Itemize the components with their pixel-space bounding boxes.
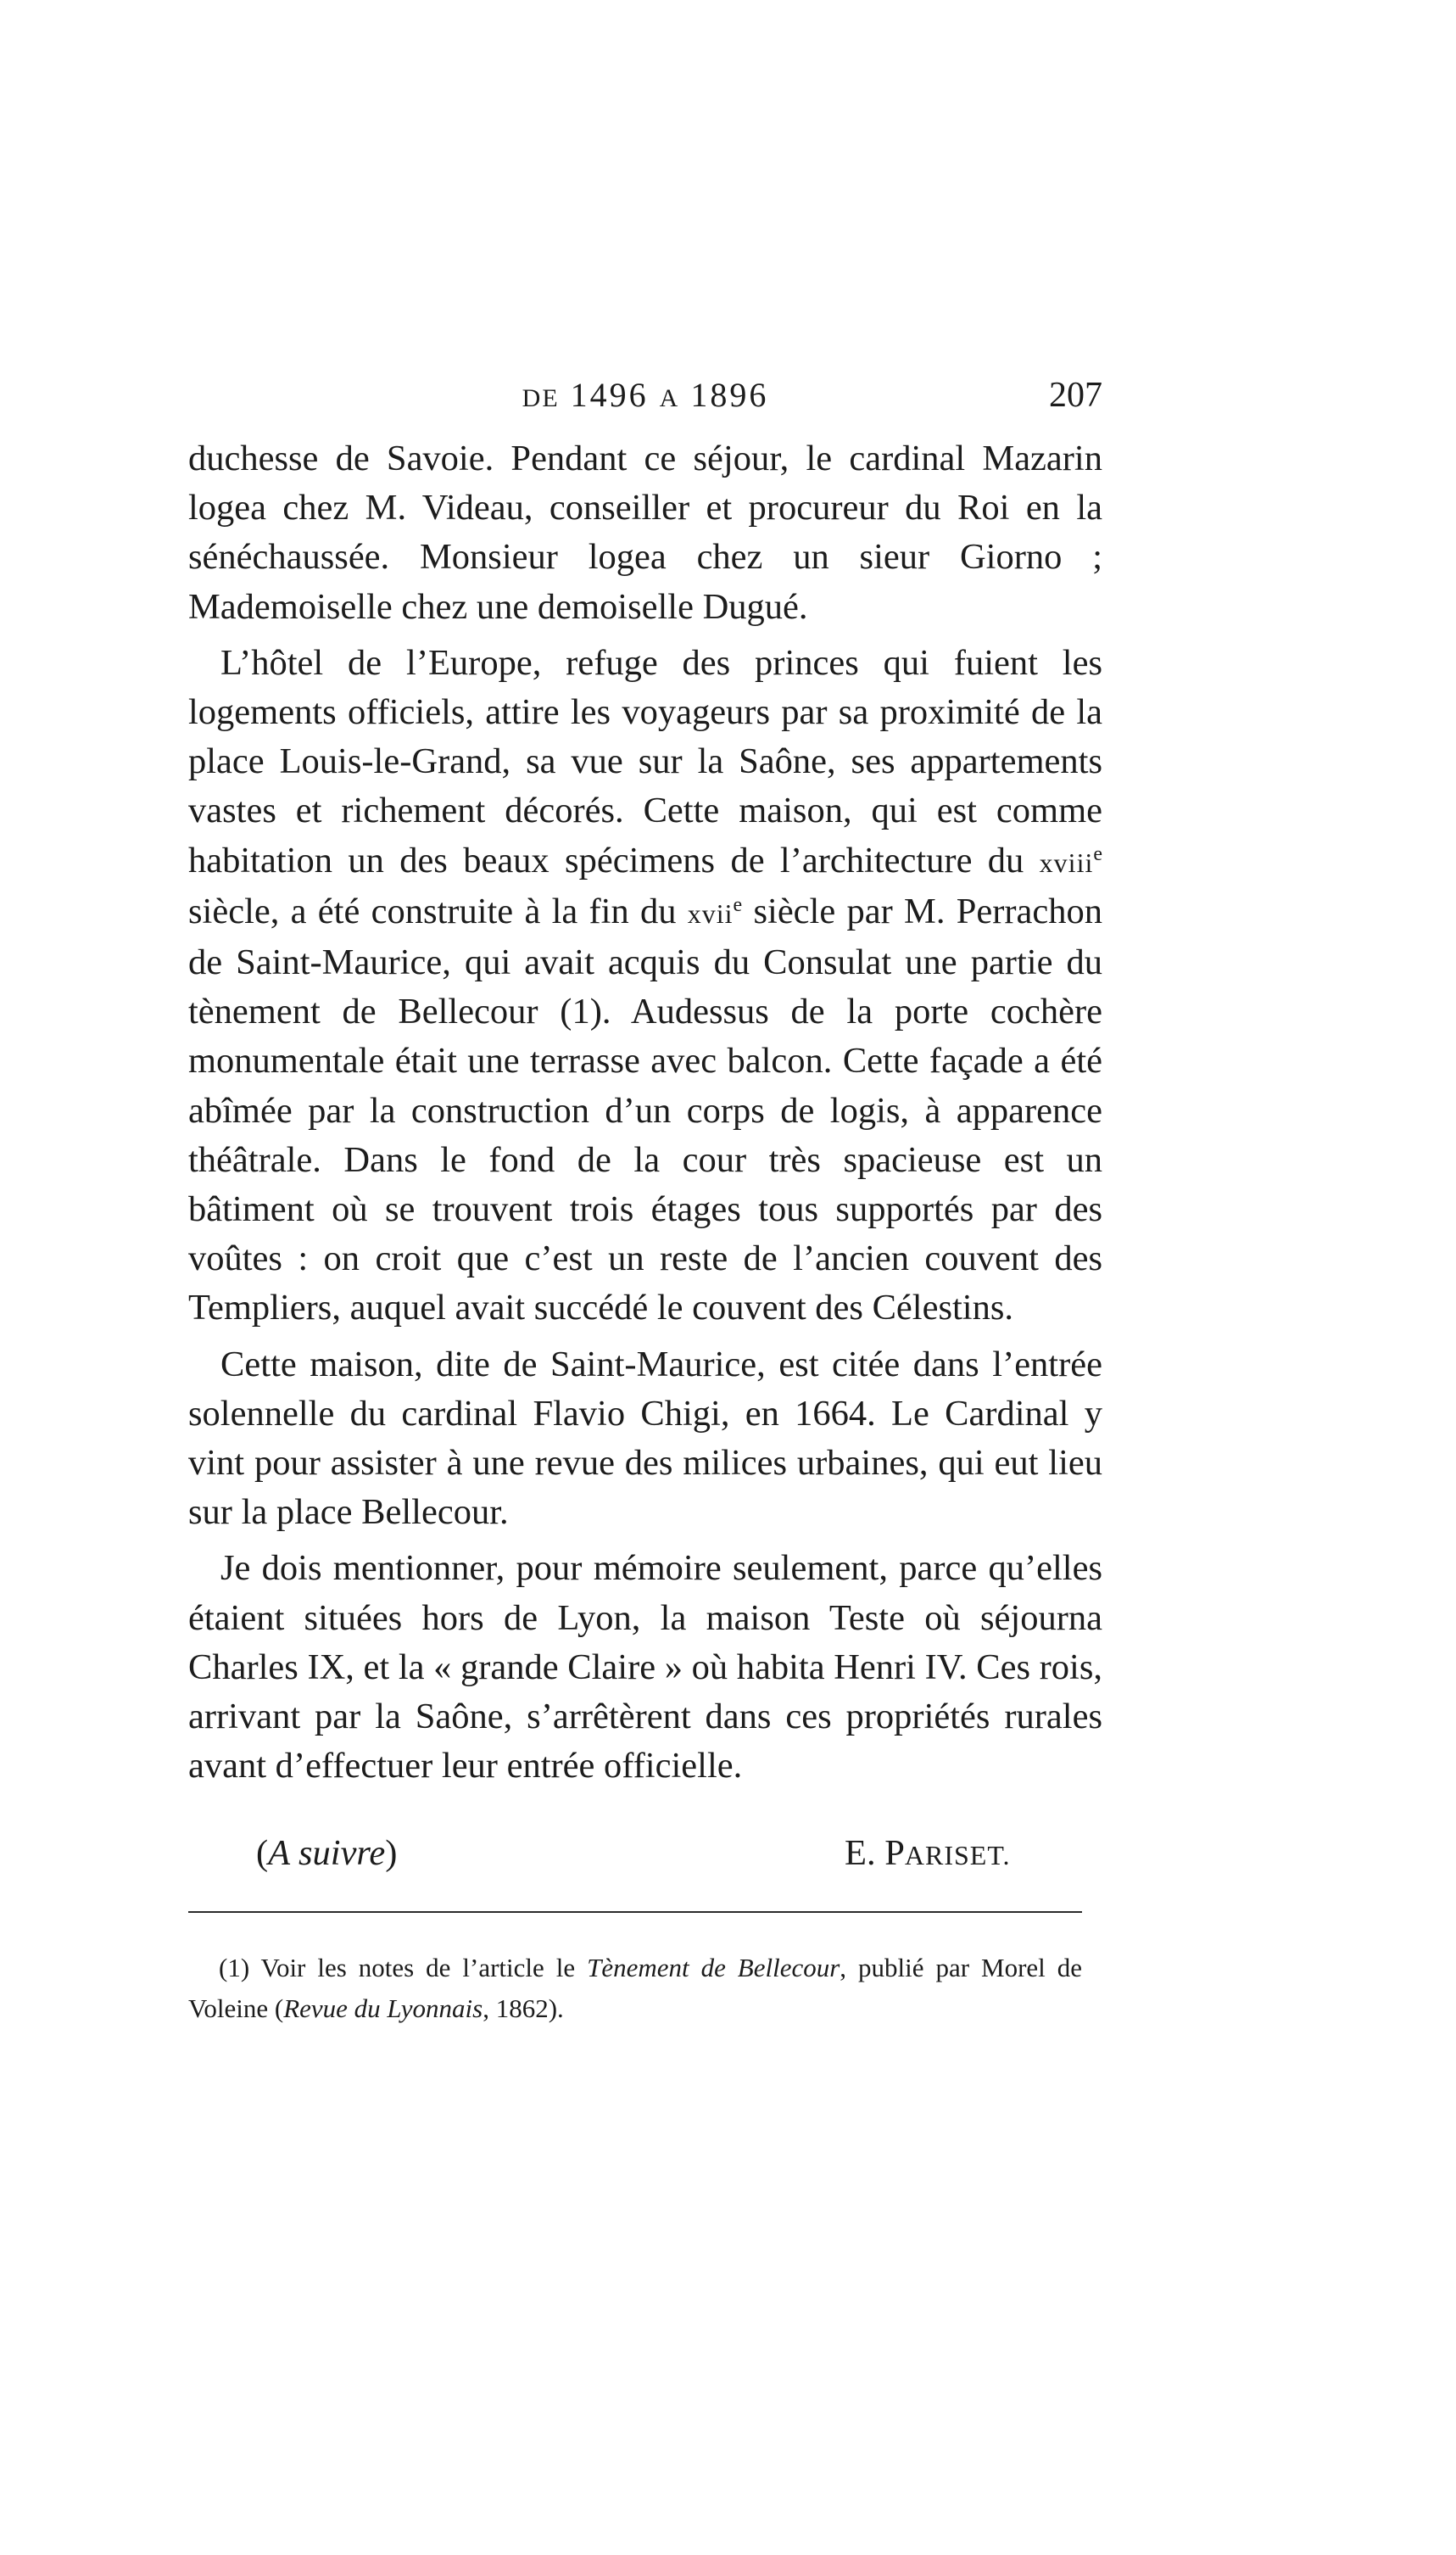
author-surname-rest: ARISET. (904, 1840, 1011, 1870)
running-head (188, 365, 1102, 424)
author-signature (845, 1832, 1010, 1874)
paragraph-2-part-c: siècle par M. Perrachon de Saint-Maurice, qui avait acquis du Consulat une partie du tènement de Bellecour (1). Audessus de la porte cochère monumentale était une terrasse avec balcon. Cette façade a été abîmée par la construction d’un corps de logis, à apparence théâtrale. Dans le fond de la cour très spacieuse est un bâtiment où se trouvent trois étages tous supportés par des voûtes : on croit que c’est un reste de l’ancien couvent des Templiers, auquel avait succédé le couvent des Célestins. (188, 891, 1102, 1328)
closing-line (188, 1832, 1102, 1883)
paragraph-1: duchesse de Savoie. Pendant ce séjour, le cardinal Mazarin logea chez M. Videau, conseiller et procureur du Roi en la sénéchaussée. Monsieur logea chez un sieur Giorno ; Mademoiselle chez une demoiselle Dugué. (188, 439, 1102, 627)
footnote-part-b: , publié par Morel de Voleine ( (188, 1953, 1083, 2023)
to-be-continued-text: A suivre (268, 1833, 386, 1873)
footnote-1 (188, 1948, 1082, 2029)
century-xviii: xviii (1039, 847, 1094, 878)
paragraph-2-part-a: L’hôtel de l’Europe, refuge des princes qui fuient les logements officiels, attire les voyageurs par sa proximité de la place Louis-le-Grand, sa vue sur la Saône, ses appartements vastes et richement décorés. Cette maison, qui est comme habitation un des beaux spécimens de l’architecture du (188, 642, 1102, 881)
page-number: 207 (1049, 376, 1102, 415)
to-be-continued (256, 1832, 397, 1874)
superscript-e-1: e (1093, 842, 1102, 865)
footnote-part-c: , 1862). (483, 1993, 564, 2023)
paragraph-3: Cette maison, dite de Saint-Maurice, est citée dans l’entrée solennelle du cardinal Flavio Chigi, en 1664. Le Cardinal y vint pour assister à une revue des milices urbaines, qui eut lieu sur la place Bellecour. (188, 1344, 1102, 1533)
running-title (188, 375, 1102, 415)
footnote-journal-title: Revue du Lyonnais (283, 1993, 483, 2023)
century-xvii: xvii (687, 897, 734, 929)
paragraph-2-part-b: siècle, a été construite à la fin du (188, 891, 688, 931)
author-initial: E. P (845, 1833, 905, 1873)
paragraph-4: Je dois mentionner, pour mémoire seulement, parce qu’elles étaient situées hors de Lyon, la maison Teste où séjourna Charles IX, et la « grande Claire » où habita Henri IV. Ces rois, arrivant par la Saône, s’arrêtèrent dans ces propriétés rurales avant d’effectuer leur entrée officielle. (188, 1548, 1102, 1786)
running-title-connector: A (659, 384, 680, 412)
running-title-prefix: DE (522, 384, 560, 412)
footnote-part-a: (1) Voir les notes de l’article le (219, 1953, 588, 1982)
superscript-e-2: e (733, 893, 743, 916)
body-text (188, 434, 1102, 1791)
paragraph-2 (188, 639, 1102, 1333)
open-paren: ( (256, 1833, 269, 1873)
footnote-article-title: Tènement de Bellecour (587, 1953, 840, 1982)
running-title-year-end: 1896 (690, 376, 769, 414)
close-paren: ) (385, 1833, 398, 1873)
footnote-divider (188, 1911, 1082, 1913)
running-title-year-start: 1496 (570, 376, 649, 414)
